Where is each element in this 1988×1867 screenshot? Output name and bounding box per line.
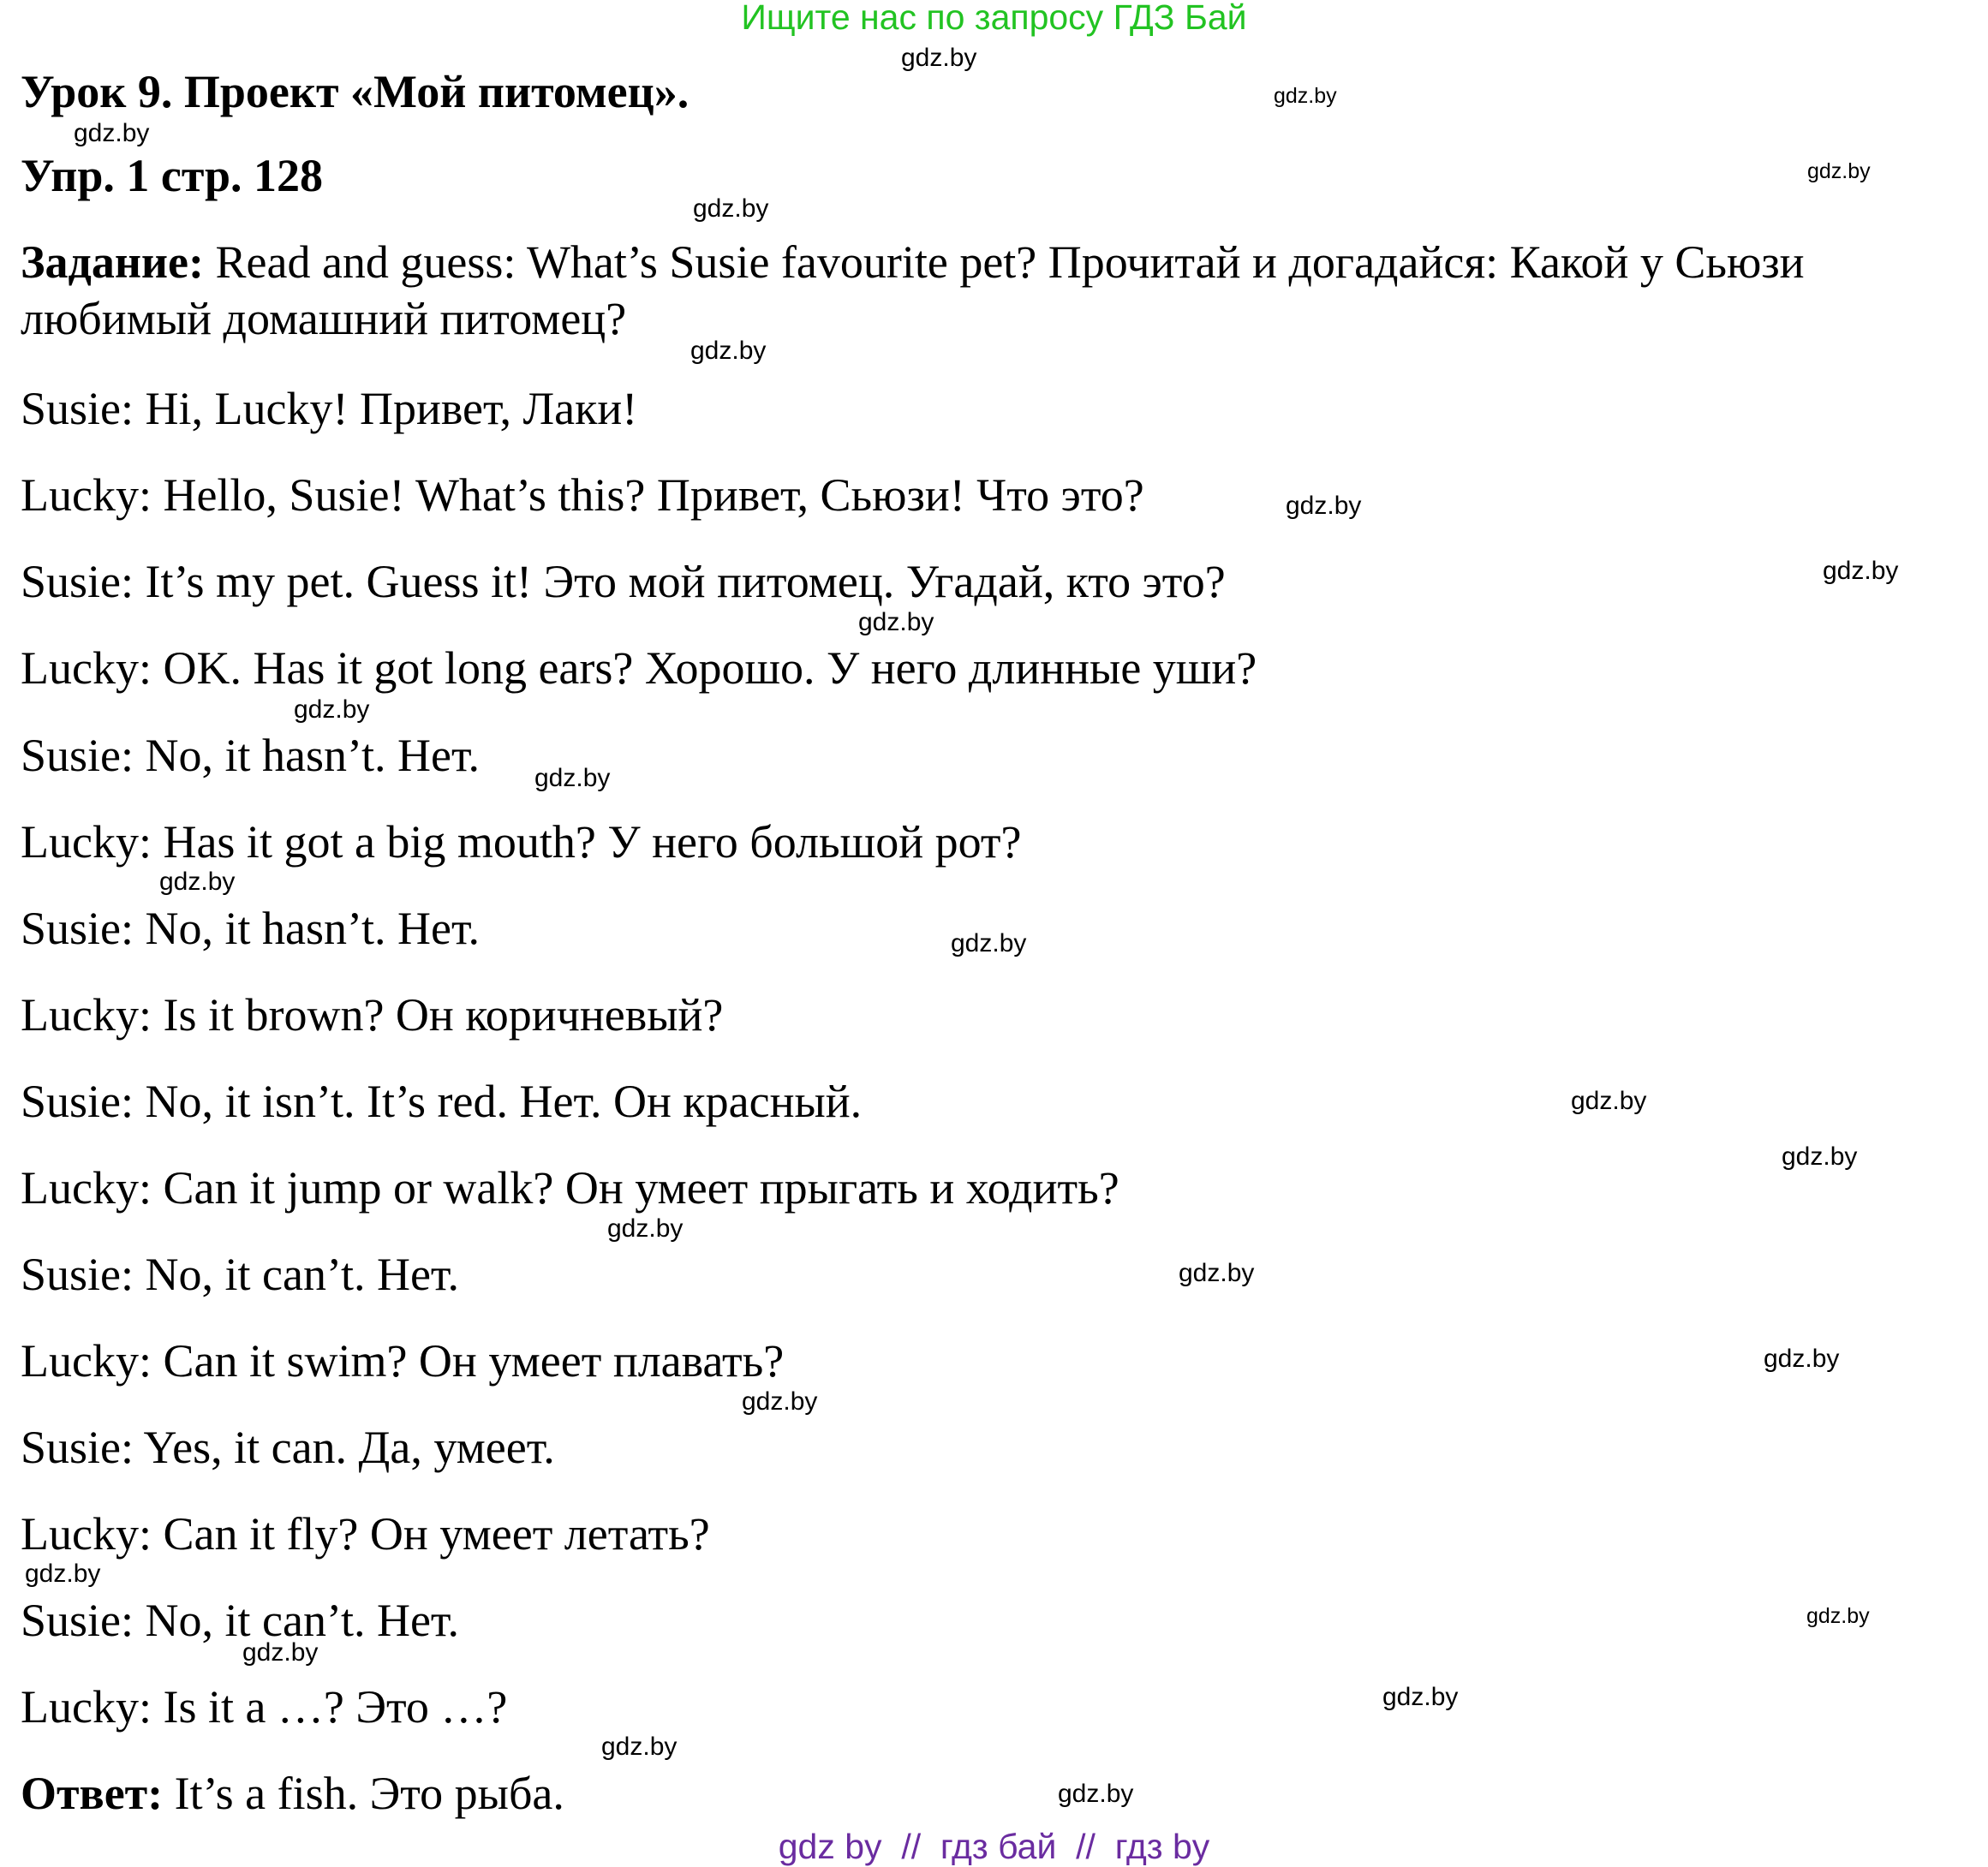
dialogue-line: Lucky: Is it a …? Это …?: [21, 1681, 508, 1733]
watermark: gdz.by: [742, 1387, 818, 1416]
watermark: gdz.by: [601, 1733, 678, 1761]
watermark: gdz.by: [242, 1638, 319, 1667]
dialogue-line: Susie: No, it isn’t. It’s red. Нет. Он красный.: [21, 1076, 863, 1127]
answer-text: It’s a fish. Это рыба.: [163, 1768, 564, 1819]
watermark: gdz.by: [1807, 159, 1871, 183]
watermark: gdz.by: [607, 1214, 684, 1243]
dialogue-line: Lucky: OK. Has it got long ears? Хорошо. У него длинные уши?: [21, 642, 1257, 694]
dialogue-line: Susie: Yes, it can. Да, умеет.: [21, 1422, 555, 1473]
watermark: gdz.by: [1179, 1259, 1255, 1287]
lesson-title: Урок 9. Проект «Мой питомец».: [21, 66, 690, 117]
watermark: gdz.by: [951, 929, 1027, 957]
dialogue-line: Lucky: Can it swim? Он умеет плавать?: [21, 1335, 785, 1387]
watermark: gdz.by: [1806, 1604, 1870, 1628]
watermark: gdz.by: [25, 1560, 101, 1588]
dialogue-line: Lucky: Has it got a big mouth? У него большой рот?: [21, 816, 1022, 868]
dialogue-line: Susie: Hi, Lucky! Привет, Лаки!: [21, 383, 638, 434]
watermark: gdz.by: [1058, 1780, 1134, 1808]
dialogue-line: Lucky: Can it jump or walk? Он умеет прыгать и ходить?: [21, 1162, 1119, 1214]
answer-label: Ответ:: [21, 1768, 164, 1819]
watermark: gdz.by: [74, 119, 150, 147]
watermark: gdz.by: [294, 695, 370, 724]
footer-watermark: gdz by // гдз бай // гдз by: [778, 1827, 1210, 1866]
search-banner: Ищите нас по запросу ГДЗ Бай: [741, 0, 1247, 37]
watermark: gdz.by: [901, 44, 977, 72]
answer-line: [21, 1768, 564, 1819]
watermark: gdz.by: [1382, 1683, 1459, 1711]
task-line: [21, 236, 1805, 288]
watermark: gdz.by: [1782, 1142, 1858, 1171]
watermark: gdz.by: [858, 608, 934, 636]
dialogue-line: Susie: No, it can’t. Нет.: [21, 1595, 459, 1646]
task-continuation: любимый домашний питомец?: [21, 293, 627, 344]
dialogue-line: Susie: No, it hasn’t. Нет.: [21, 730, 481, 781]
task-text: Read and guess: What’s Susie favourite pet? Прочитай и догадайся: Какой у Сьюзи: [204, 236, 1805, 288]
task-label: Задание:: [21, 236, 204, 288]
watermark: gdz.by: [693, 194, 769, 223]
watermark: gdz.by: [159, 868, 236, 896]
dialogue-line: Susie: No, it can’t. Нет.: [21, 1249, 459, 1300]
watermark: gdz.by: [690, 337, 767, 365]
watermark: gdz.by: [1823, 557, 1899, 585]
watermark: gdz.by: [1274, 84, 1337, 108]
dialogue-line: Susie: It’s my pet. Guess it! Это мой питомец. Угадай, кто это?: [21, 556, 1226, 607]
watermark: gdz.by: [1764, 1345, 1840, 1373]
exercise-heading: Упр. 1 стр. 128: [21, 150, 324, 201]
dialogue-line: Lucky: Can it fly? Он умеет летать?: [21, 1508, 710, 1560]
watermark: gdz.by: [1286, 492, 1362, 520]
watermark: gdz.by: [534, 764, 611, 792]
watermark: gdz.by: [1571, 1087, 1647, 1115]
dialogue-line: Lucky: Is it brown? Он коричневый?: [21, 989, 724, 1041]
dialogue-line: Susie: No, it hasn’t. Нет.: [21, 903, 481, 954]
dialogue-line: Lucky: Hello, Susie! What’s this? Привет, Сьюзи! Что это?: [21, 469, 1144, 521]
